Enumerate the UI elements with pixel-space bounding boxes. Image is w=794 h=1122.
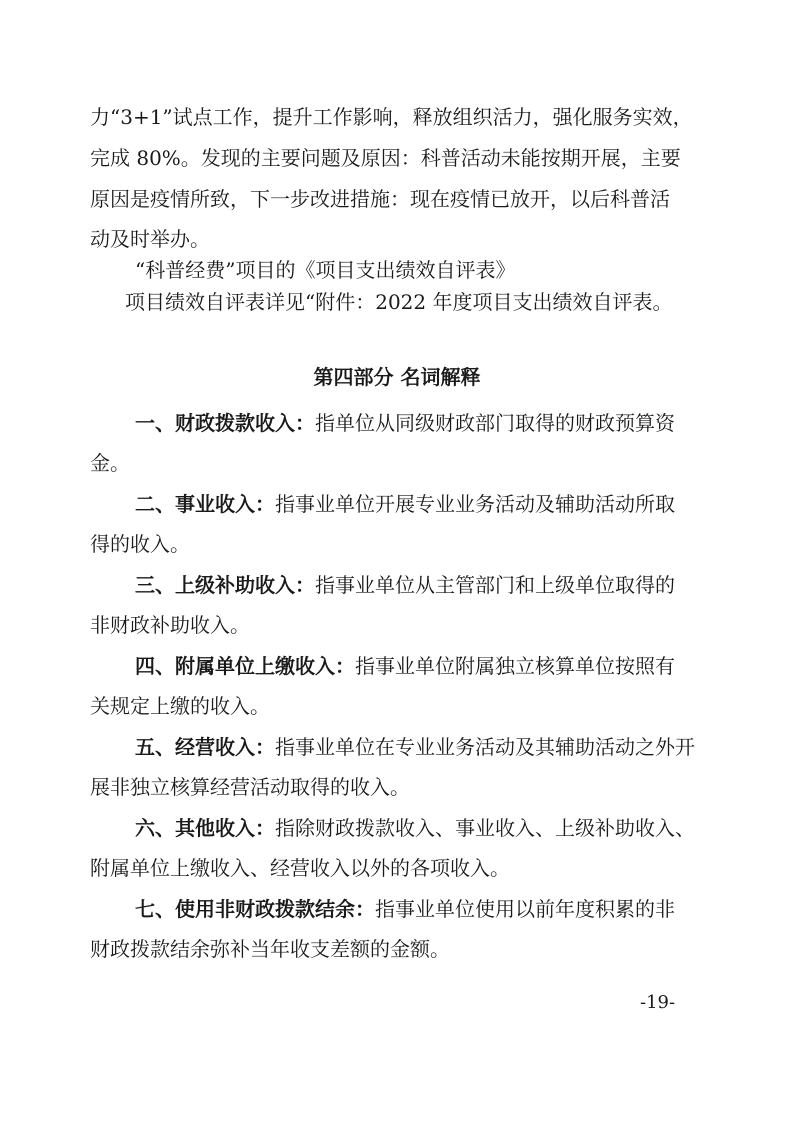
term-definition: 指事业单位在专业业务活动及其辅助活动之外开 [275, 735, 695, 759]
definition-line [135, 734, 765, 760]
definition-continuation: 非财政补助收入。 [90, 613, 250, 637]
paragraph-line: 完成 80%。发现的主要问题及原因：科普活动未能按期开展，主要 [90, 146, 681, 170]
term-label: 三、上级补助收入： [135, 573, 315, 597]
paragraph-line: 力“3+1”试点工作，提升工作影响，释放组织活力，强化服务实效， [90, 105, 693, 129]
term-definition: 指事业单位附属独立核算单位按照有 [355, 654, 675, 678]
attachment-reference: 项目绩效自评表详见“附件：2022 年度项目支出绩效自评表。 [125, 290, 673, 314]
definition-line [135, 410, 765, 436]
term-label: 六、其他收入： [135, 816, 275, 840]
term-definition: 指除财政拨款收入、事业收入、上级补助收入、 [275, 816, 695, 840]
term-label: 七、使用非财政拨款结余： [135, 897, 375, 921]
term-label: 二、事业收入： [135, 492, 275, 516]
definition-continuation: 展非独立核算经营活动取得的收入。 [90, 775, 410, 799]
term-label: 一、财政拨款收入： [135, 411, 315, 435]
term-definition: 指事业单位使用以前年度积累的非 [375, 897, 675, 921]
paragraph-line: 动及时举办。 [90, 227, 210, 251]
term-definition: 指事业单位开展专业业务活动及辅助活动所取 [275, 492, 675, 516]
definition-continuation: 关规定上缴的收入。 [90, 694, 270, 718]
section-title: 第四部分 名词解释 [313, 365, 481, 389]
definition-line [135, 653, 765, 679]
definition-continuation: 得的收入。 [90, 532, 190, 556]
paragraph-line: 原因是疫情所致，下一步改进措施：现在疫情已放开，以后科普活 [90, 187, 670, 211]
definition-continuation: 金。 [90, 451, 130, 475]
term-label: 五、经营收入： [135, 735, 275, 759]
table-reference: “科普经费”项目的《项目支出绩效自评表》 [135, 258, 516, 282]
definition-line [135, 572, 765, 598]
page-number: -19- [640, 992, 676, 1013]
definition-line [135, 896, 765, 922]
definition-continuation: 财政拨款结余弥补当年收支差额的金额。 [90, 937, 450, 961]
definition-line [135, 815, 765, 841]
term-definition: 指事业单位从主管部门和上级单位取得的 [315, 573, 675, 597]
term-definition: 指单位从同级财政部门取得的财政预算资 [315, 411, 675, 435]
term-label: 四、附属单位上缴收入： [135, 654, 355, 678]
definition-line [135, 491, 765, 517]
definition-continuation: 附属单位上缴收入、经营收入以外的各项收入。 [90, 856, 510, 880]
